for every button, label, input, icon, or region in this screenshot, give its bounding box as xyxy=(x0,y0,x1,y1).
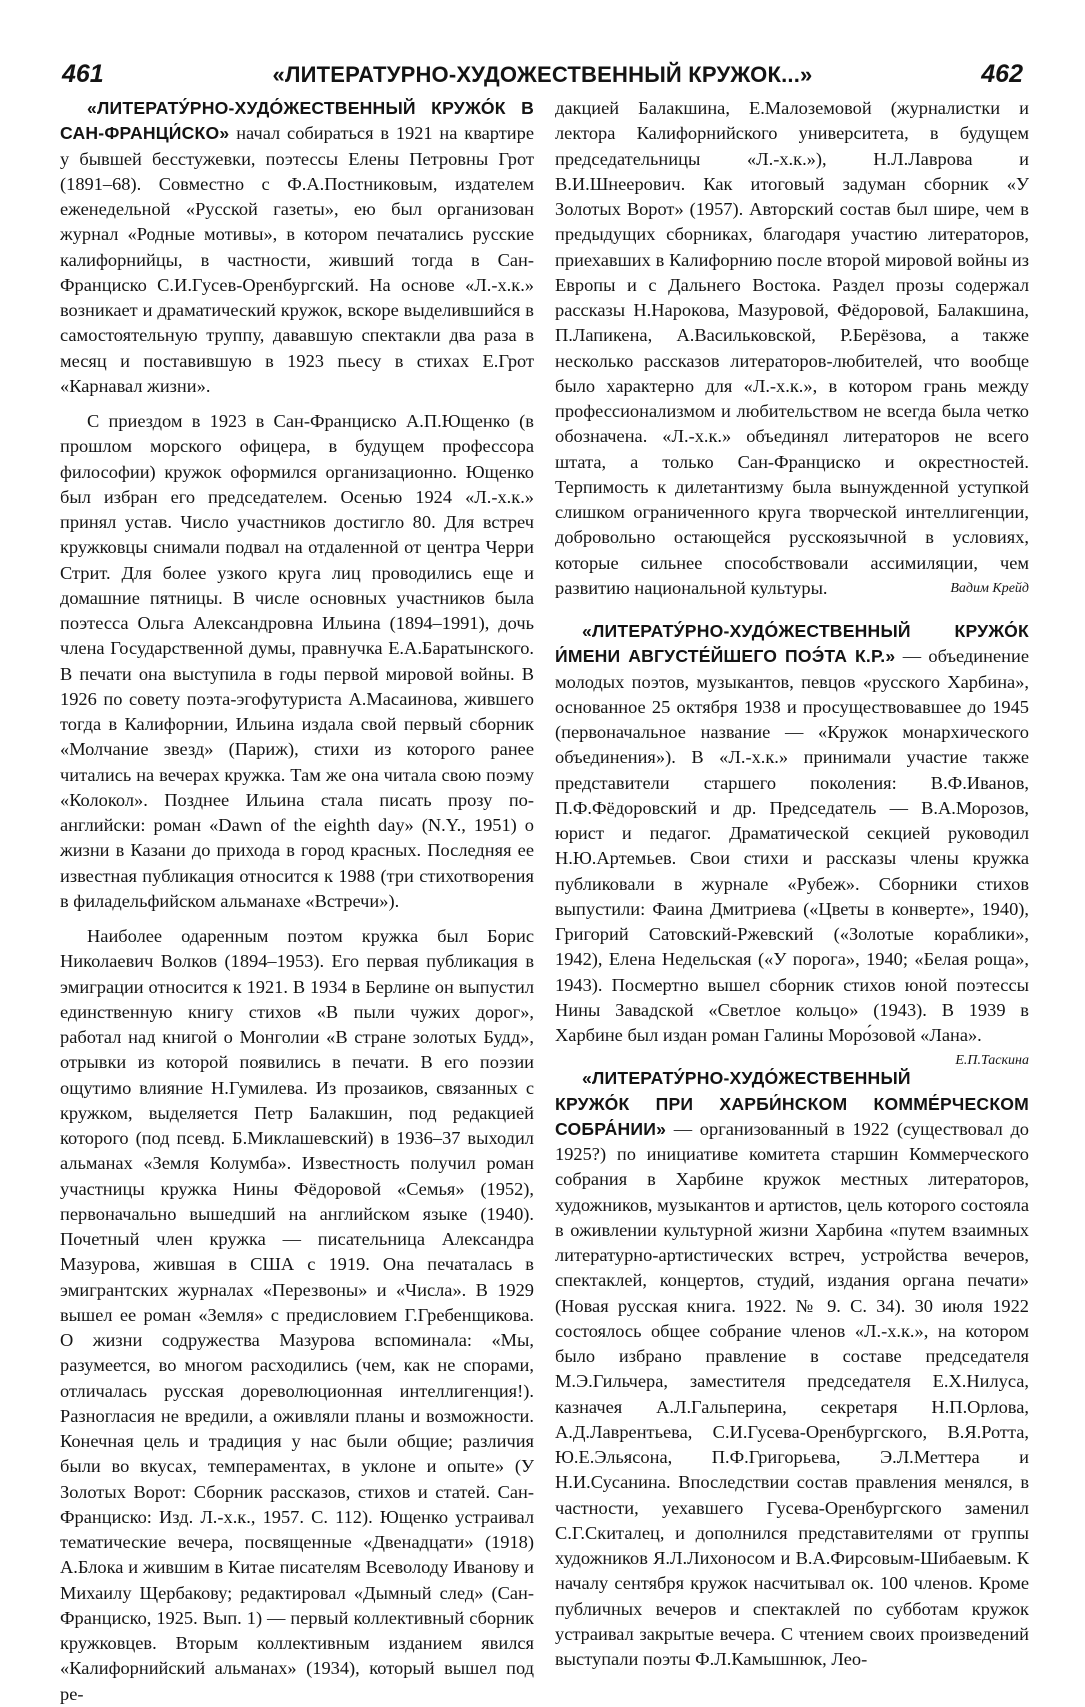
right-column xyxy=(555,96,1029,1672)
entry-1-continuation xyxy=(555,96,1029,601)
running-title: «ЛИТЕРАТУРНО-ХУДОЖЕСТВЕННЫЙ КРУЖОК...» xyxy=(272,62,813,87)
entry-3-text: — организованный в 1922 (существовал до 1925?) по инициативе комитета старшин Коммерческого собрания в Харбине кружок местных литераторов, художников, музыкантов и артистов, цель которого состояла в оживлении культурной жизни Харбина «путем взаимных литературно-артистических встреч, устройства вечеров, спектаклей, концертов, студий, издания органа печати» (Новая русская книга. 1922. № 9. С. 34). 30 июля 1922 состоялось общее собрание членов «Л.-х.к.», на котором было избрано правление в составе председателя М.Э.Гильчера, заместителя председателя Е.Х.Нилуса, казначея А.Л.Гальперина, секретаря Н.П.Орлова, А.Д.Лаврентьева, С.И.Гусева-Оренбургского, В.Я.Ротта, Ю.Е.Эльясона, П.Ф.Григорьева, Э.Л.Меттера и Н.И.Сусанина. Впоследствии состав правления менялся, в частности, уехавшего Гусева-Оренбургского заменил С.Г.Скиталец, и дополнился представителями от группы художников Я.Л.Лихоносом и В.А.Фирсовым-Шибаевым. К началу сентября кружок насчитывал ок. 100 членов. Кроме публичных вечеров и спектаклей по субботам кружок устраивал закрытые вечера. С чтением своих произведений выступали поэты Ф.Л.Камышнюк, Лео- xyxy=(555,1118,1029,1669)
entry-2-text: — объединение молодых поэтов, музыкантов, певцов «русского Харбина», основанное 25 октября 1938 и просуществовавшее до 1945 (первоначальное название — «Кружок монархического объединения»). В «Л.-х.к.» принимали участие также представители старшего поколения: В.Ф.Иванов, П.Ф.Фёдоровский и др. Председатель — В.А.Морозов, юрист и педагог. Драматической секцией руководил Н.Ю.Артемьев. Свои стихи и рассказы члены кружка публиковали в журнале «Рубеж». Сборники стихов выпустили: Фаина Дмитриева («Цветы в конверте», 1940), Григорий Сатовский-Ржевский («Золотые кораблики», 1942), Елена Недельская («У порога», 1940; «Белая роща», 1943). Посмертно вышел сборник стихов юной поэтессы Нины Завадской «Светлое кольцо» (1943). В 1939 в Харбине был издан роман Галины Моро́зовой «Лана». xyxy=(555,646,1029,1045)
entry-1-paragraph-3: Наиболее одаренным поэтом кружка был Борис Николаевич Волков (1894–1953). Его первая публикация в эмиграции относится к 1921. В 1934 в Берлине он выпустил единственную книгу стихов «В пыли чужих дорог», работал над книгой о Монголии «В стране золотых Будд», отрывки из которой появились в печати. В его поэзии ощутимо влияние Н.Гумилева. Из прозаиков, связанных с кружком, выделяется Петр Балакшин, под редакцией которого (под псевд. Б.Миклашевский) в 1936–37 выходил альманах «Земля Колумба». Известность получил роман участницы кружка Нины Фёдоровой «Семья» (1952), первоначально вышедший на английском языке (1940). Почетный член кружка — писательница Александра Мазурова, жившая в США с 1919. Она печаталась в эмигрантских журналах «Перезвоны» и «Числа». В 1929 вышел ее роман «Земля» с предисловием Г.Гребенщикова. О жизни содружества Мазурова вспоминала: «Мы, разумеется, во многом расходились (чем, как не спорами, отличалась русская дореволюционная интеллигенция!). Разногласия не вредили, а оживляли планы и возможности. Конечная цель и традиция у нас были общие; различия были во вкусах, темпераментах, в уклоне и опыте» (У Золотых Ворот: Сборник рассказов, стихов и статей. Сан-Франциско: Изд. Л.-х.к., 1957. С. 112). Ющенко устраивал тематические вечера, посвященные «Двенадцати» (1918) А.Блока и жившим в Китае писателям Всеволоду Иванову и Михаилу Щербакову; редактировал «Дымный след» (Сан-Франциско, 1925. Вып. 1) — первый коллективный сборник кружковцев. Вторым коллективным изданием явился «Калифорнийский альманах» (1934), который вышел под ре- xyxy=(60,926,534,1704)
left-column xyxy=(60,96,534,1707)
page-number-left: 461 xyxy=(62,60,104,88)
entry-1-text-1: начал собираться в 1921 на квартире у бывшей бесстужевки, поэтессы Елены Петровны Грот (1891–68). Совместно с Ф.А.Постниковым, издателем еженедельной «Русской газеты», ею был организован журнал «Родные мотивы», в котором печатались русские калифорнийцы, в частности, живший тогда в Сан-Франциско С.И.Гусев-Оренбургский. На основе «Л.-х.к.» возникает и драматический кружок, вскоре выделившийся в самостоятельную труппу, дававшую спектакли два раза в месяц и поставившую в 1923 пьесу в стихах Е.Грот «Карнавал жизни». xyxy=(60,123,534,396)
entry-1-paragraph-2: С приездом в 1923 в Сан-Франциско А.П.Ющенко (в прошлом морского офицера, в будущем профессора философии) кружок оформился организационно. Ющенко был избран его председателем. Осенью 1924 «Л.-х.к.» принял устав. Число участников достигло 80. Для встреч кружковцы снимали подвал на отдаленной от центра Черри Стрит. Для более узкого круга лиц проводились еще и домашние пятницы. В числе основных участников была поэтесса Ольга Александровна Ильина (1894–1991), дочь члена Государственной думы, правнучка Е.А.Баратынского. В печати она выступила в годы первой мировой войны. В 1926 по совету поэта-эгофутуриста А.Масаинова, жившего тогда в Калифорнии, Ильина издала свой первый сборник «Молчание звезд» (Париж), стихи из которого ранее читались на вечерах кружка. Там же она читала свою поэму «Колокол». Позднее Ильина стала писать прозу по-английски: роман «Dawn of the eighth day» (N.Y., 1951) о жизни в Казани до прихода в город красных. Последняя ее известная публикация относится к 1988 (три стихотворения в филадельфийском альманахе «Встречи»). xyxy=(60,411,534,911)
running-head xyxy=(62,54,1023,94)
page-number-right: 462 xyxy=(981,60,1023,88)
entry-3-heading: «ЛИТЕРАТУ́РНО-ХУДО́ЖЕСТВЕННЫЙ КРУЖО́К ПРИ ХАРБИ́НСКОМ КОММЕ́РЧЕСКОМ СОБРА́НИИ» xyxy=(555,1068,1029,1139)
entry-2-paragraph xyxy=(555,619,1029,1069)
entry-1-signature: Вадим Крейд xyxy=(950,580,1029,596)
entry-2-heading: «ЛИТЕРАТУ́РНО-ХУДО́ЖЕСТВЕННЫЙ КРУЖО́К И́МЕНИ АВГУСТЕ́ЙШЕГО ПОЭ́ТА К.Р.» xyxy=(555,621,1029,667)
entry-1-heading: «ЛИТЕРАТУ́РНО-ХУДО́ЖЕСТВЕННЫЙ КРУЖО́К В САН-ФРАНЦИ́СКО» xyxy=(60,98,534,144)
entry-1-continuation-text: дакцией Балакшина, Е.Малоземовой (журналистки и лектора Калифорнийского университета, в будущем председательницы «Л.-х.к.»), Н.Л.Лаврова и В.И.Шнеерович. Как итоговый задуман сборник «У Золотых Ворот» (1957). Авторский состав был шире, чем в предыдущих сборниках, благодаря участию литераторов, приехавших в Калифорнию после второй мировой войны из Европы и с Дальнего Востока. Раздел прозы содержал рассказы Н.Нарокова, Мазуровой, Фёдоровой, Балакшина, П.Лапикена, А.Васильковской, Р.Берёзова, а также несколько рассказов литераторов-любителей, что вообще было характерно для «Л.-х.к.», в котором грань между профессионализмом и любительством не всегда была четко обозначена. «Л.-х.к.» объединял литераторов не всего штата, а только Сан-Франциско и окрестностей. Терпимость к дилетантизму была вынужденной уступкой слишком ограниченного круга творческой интеллигенции, добровольно остающейся русскоязычной в условиях, которые сильнее способствовали ассимиляции, чем развитию национальной культуры. xyxy=(555,98,1029,598)
entry-2-signature: Е.П.Таскина xyxy=(955,1053,1029,1069)
entry-1-paragraph-1 xyxy=(60,96,534,399)
entry-3-paragraph xyxy=(555,1066,1029,1672)
